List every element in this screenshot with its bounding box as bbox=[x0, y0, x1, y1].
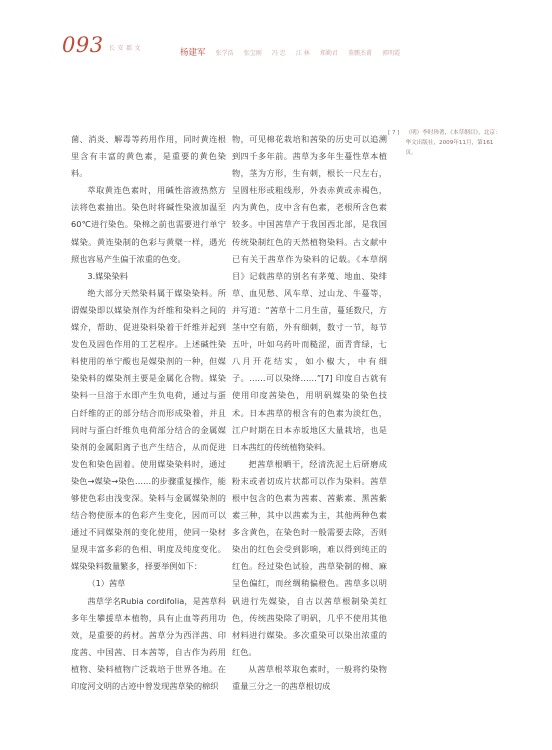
body-paragraph: 从茜草根萃取色素时，一般将约染物重量三分之一的茜草根切成 bbox=[232, 663, 387, 691]
body-paragraph: 茜草学名Rubia cordifolia，是茜草科多年生攀援草本植物，具有止血等药用功效，是重要的药材。茜草分为西洋茜、印度茜、中国茜、日本茜等，自古作为药用植物、染料植物广泛栽培于世界各地。在印度河文明的古迹中曾发现茜草染的棉织 bbox=[71, 595, 226, 691]
left-column bbox=[71, 131, 226, 695]
page-number: 093 bbox=[62, 33, 104, 57]
body-paragraph: 物，可见棉花栽培和茜染的历史可以追溯到四千多年前。茜草为多年生蔓性草本植物，茎为方形，生有刺，根长一尺左右，呈圆柱形或粗线形，外表赤黄或赤褐色，内为黄色，皮中含有色素，老根所含色素较多。中国茜草产于我国西北部，是我国传统染制红色的天然植物染料。古文献中已有关于茜草作为染料的记载。《本草纲目》记载茜草的别名有茅蒐、地血、染绯草、血见愁、风车草、过山龙、牛蔓等，并写道：“茜草十二月生苗，蔓延数尺，方茎中空有筋，外有细刺，数寸一节，每节五叶，叶如乌药叶而糙涩，面青背绿，七八月开花结实，如小椒大，中有细子。……可以染绛……”[7] 印度自古就有使用印度茜染色，用明矾媒染的染色技术。日本茜草的根含有的色素为淡红色，江户时期在日本赤坂地区大量栽培，也是日本茜红的传统植物染料。 bbox=[232, 134, 387, 452]
author-list bbox=[180, 40, 405, 59]
footnote-mark: [ 7 ] bbox=[388, 130, 400, 136]
author: 张宝刚 bbox=[243, 50, 262, 57]
author: 郭明霞 bbox=[382, 50, 401, 57]
middle-column bbox=[232, 131, 387, 695]
author-current: 杨建军 bbox=[180, 48, 206, 58]
section-heading: 3.媒染染料 bbox=[87, 270, 128, 281]
footnote-text: （明）李时珍著，《本草纲目》，北京：华文出版社，2009年11月，第161页。 bbox=[405, 130, 501, 156]
body-paragraph: 把茜草根晒干，经清洗泥土后研磨成粉末或者切成片状都可以作为染料。茜草根中包含的色素为茜素、茜紫素、黑茜紫素三种，其中以茜素为主，其他两种色素多含黄色，在染色时一般需要去除，否则染出的红色会受到影响，难以得到纯正的红色。经过染色试验，茜草染制的棉、麻呈色偏红，而丝绸稍偏橙色。茜草多以明矾进行先媒染，自古以茜草根制染美红色，传统茜染除了明矾，几乎不使用其他材料进行媒染。多次重染可以染出浓重的红色。 bbox=[232, 458, 387, 657]
author: 冯 忠 bbox=[271, 50, 286, 57]
footnote bbox=[388, 128, 504, 158]
body-paragraph: 绝大部分天然染料属于媒染染料。所谓媒染即以媒染剂作为纤维和染料之间的媒介，帮助、促进染料染着于纤维并起到发色及固色作用的工艺程序。上述碱性染料使用的单宁酸也是媒染剂的一种，但媒染染料的媒染剂主要是金属化合物。媒染染料一旦溶于水即产生负电荷，通过与蛋白纤维的正的部分结合而形成染着，并且同时与蛋白纤维负电荷部分结合的金属媒染剂的金属阳离子也产生结合，从而促进发色和染色固着。使用媒染染料时，通过染色→媒染→染色……的步骤重复操作，能够使色彩由浅变深。染料与金属媒染剂的结合物使原本的色彩产生变化，因而可以通过不同媒染剂的变化使用，使同一染材显现丰富多彩的色相、明度及纯度变化。媒染染料数量繁多，择要举例如下： bbox=[71, 287, 226, 572]
author: 张学浩 bbox=[215, 50, 234, 57]
author: 郑勤君 bbox=[319, 50, 338, 57]
author: 董鹏杰甫 bbox=[347, 50, 372, 57]
body-paragraph: 萃取黄连色素时，用碱性溶液热熬方法将色素抽出。染色时将碱性染液加温至60℃进行染色。染棉之前也需要进行单宁媒染。黄连染制的色彩与黄檗一样，遇光照也容易产生偏于浓重的色变。 bbox=[71, 185, 226, 264]
subsection-heading: （1）茜草 bbox=[87, 578, 126, 589]
author: 江 林 bbox=[295, 50, 310, 57]
body-paragraph: 菌、消炎、解毒等药用作用，同时黄连根里含有丰富的黄色素，是重要的黄色染料。 bbox=[71, 134, 226, 179]
series-name: 长 安 郡 文 bbox=[109, 45, 141, 52]
